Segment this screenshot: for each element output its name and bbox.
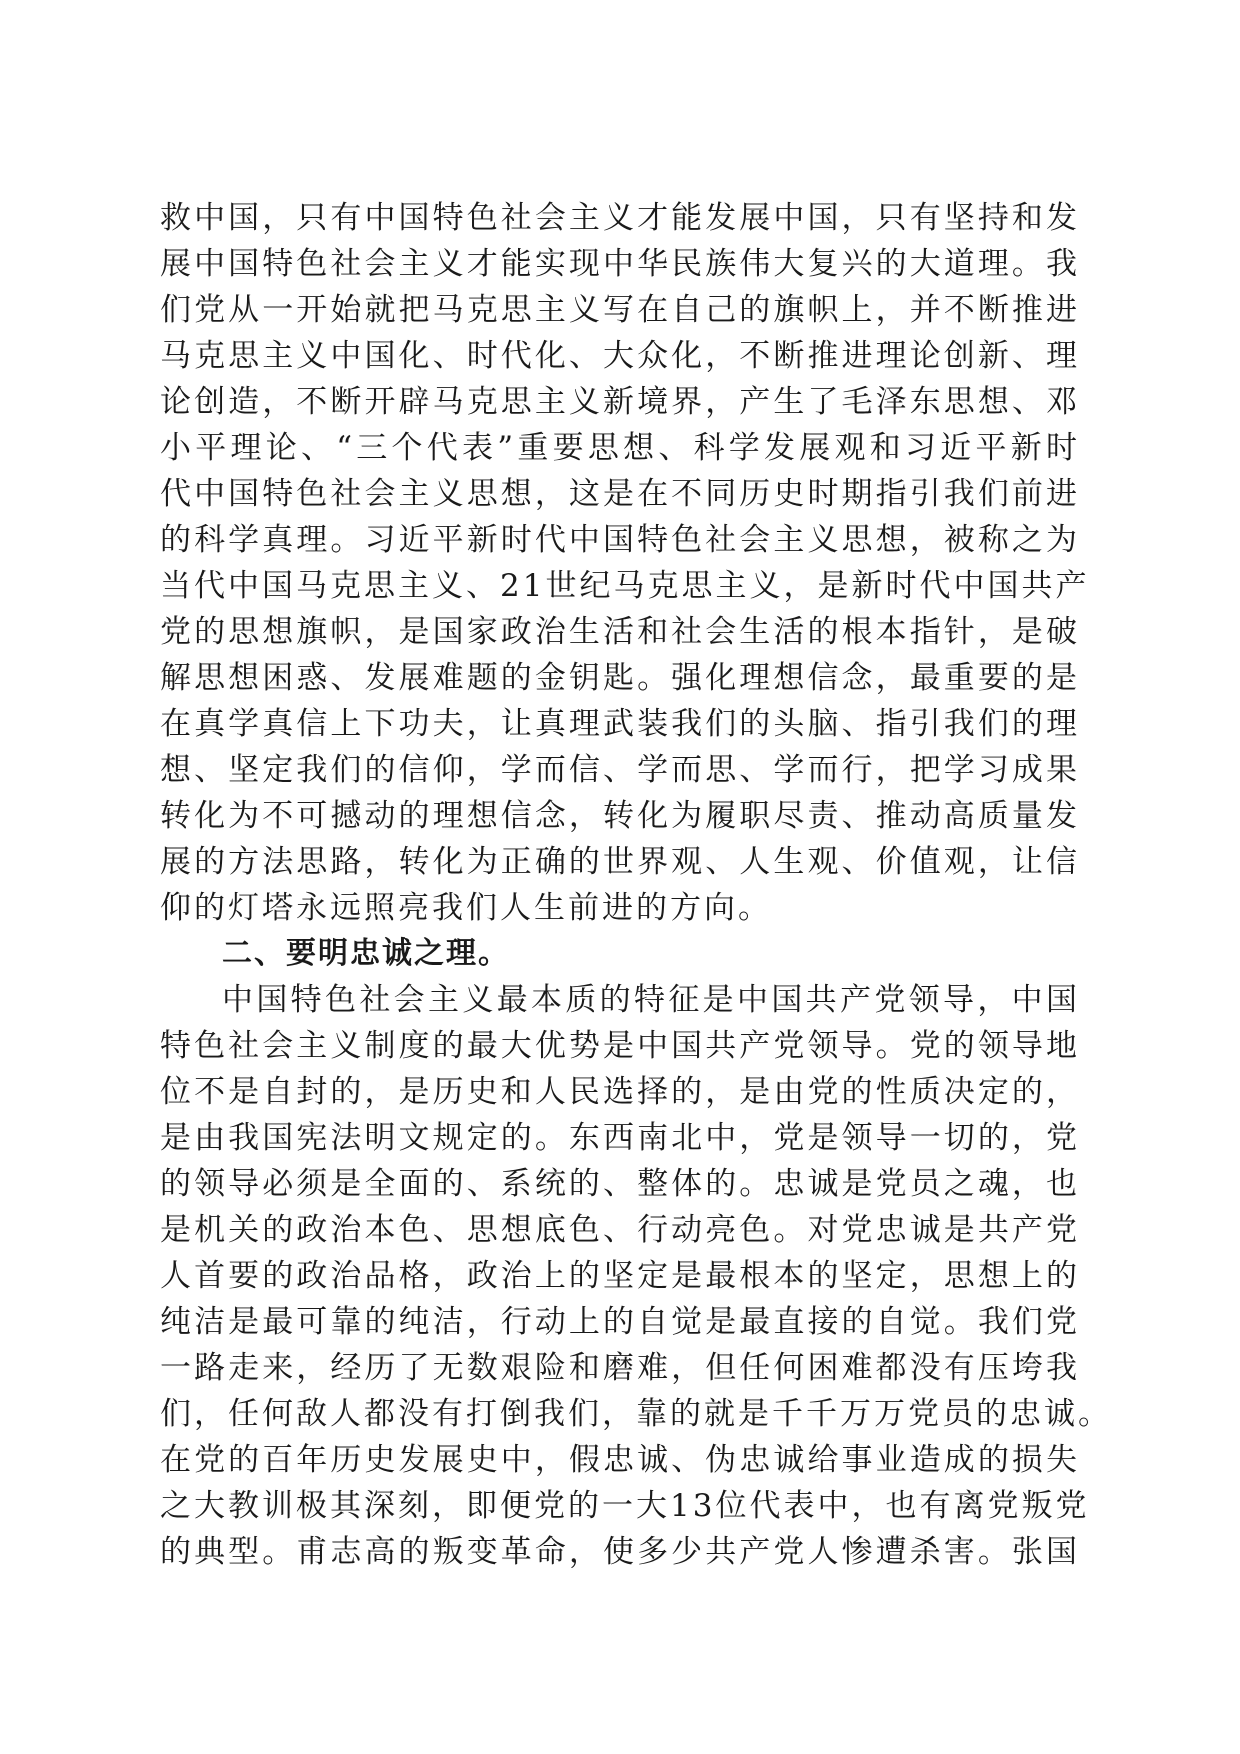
text-line: 在党的百年历史发展史中，假忠诚、伪忠诚给事业造成的损失 [160,1442,1080,1478]
text-line: 人首要的政治品格，政治上的坚定是最根本的坚定，思想上的 [160,1258,1080,1294]
text-line: 小平理论、“三个代表”重要思想、科学发展观和习近平新时 [160,430,1080,466]
text-line: 想、坚定我们的信仰，学而信、学而思、学而行，把学习成果 [160,752,1080,788]
section-heading: 二、要明忠诚之理。 [222,936,510,971]
text-line: 代中国特色社会主义思想，这是在不同历史时期指引我们前进 [160,476,1080,512]
text-line: 位不是自封的，是历史和人民选择的，是由党的性质决定的， [160,1074,1080,1110]
text-line: 仰的灯塔永远照亮我们人生前进的方向。 [160,890,772,926]
text-line: 当代中国马克思主义、21世纪马克思主义，是新时代中国共产 [160,568,1090,604]
text-line: 纯洁是最可靠的纯洁，行动上的自觉是最直接的自觉。我们党 [160,1304,1080,1340]
text-line: 救中国，只有中国特色社会主义才能发展中国，只有坚持和发 [160,200,1080,236]
text-line: 马克思主义中国化、时代化、大众化，不断推进理论创新、理 [160,338,1080,374]
text-line: 论创造，不断开辟马克思主义新境界，产生了毛泽东思想、邓 [160,384,1080,420]
paragraph-2 [160,977,1112,1575]
text-line: 们党从一开始就把马克思主义写在自己的旗帜上，并不断推进 [160,292,1080,328]
text-line: 们，任何敌人都没有打倒我们，靠的就是千千万万党员的忠诚。 [160,1396,1112,1432]
text-line: 解思想困惑、发展难题的金钥匙。强化理想信念，最重要的是 [160,660,1080,696]
text-line: 是由我国宪法明文规定的。东西南北中，党是领导一切的，党 [160,1120,1080,1156]
text-line: 特色社会主义制度的最大优势是中国共产党领导。党的领导地 [160,1028,1080,1064]
text-line: 的典型。甫志高的叛变革命，使多少共产党人惨遭杀害。张国 [160,1534,1080,1570]
text-line: 的领导必须是全面的、系统的、整体的。忠诚是党员之魂，也 [160,1166,1080,1202]
text-line: 中国特色社会主义最本质的特征是中国共产党领导，中国 [222,982,1080,1018]
document-page [160,195,1112,1575]
text-line: 转化为不可撼动的理想信念，转化为履职尽责、推动高质量发 [160,798,1080,834]
text-line: 之大教训极其深刻，即便党的一大13位代表中，也有离党叛党 [160,1488,1090,1524]
text-line: 的科学真理。习近平新时代中国特色社会主义思想，被称之为 [160,522,1080,558]
text-line: 展的方法思路，转化为正确的世界观、人生观、价值观，让信 [160,844,1080,880]
text-line: 是机关的政治本色、思想底色、行动亮色。对党忠诚是共产党 [160,1212,1080,1248]
paragraph-1 [160,195,1090,931]
text-line: 党的思想旗帜，是国家政治生活和社会生活的根本指针，是破 [160,614,1080,650]
text-line: 展中国特色社会主义才能实现中华民族伟大复兴的大道理。我 [160,246,1080,282]
text-line: 在真学真信上下功夫，让真理武装我们的头脑、指引我们的理 [160,706,1080,742]
text-line: 一路走来，经历了无数艰险和磨难，但任何困难都没有压垮我 [160,1350,1080,1386]
